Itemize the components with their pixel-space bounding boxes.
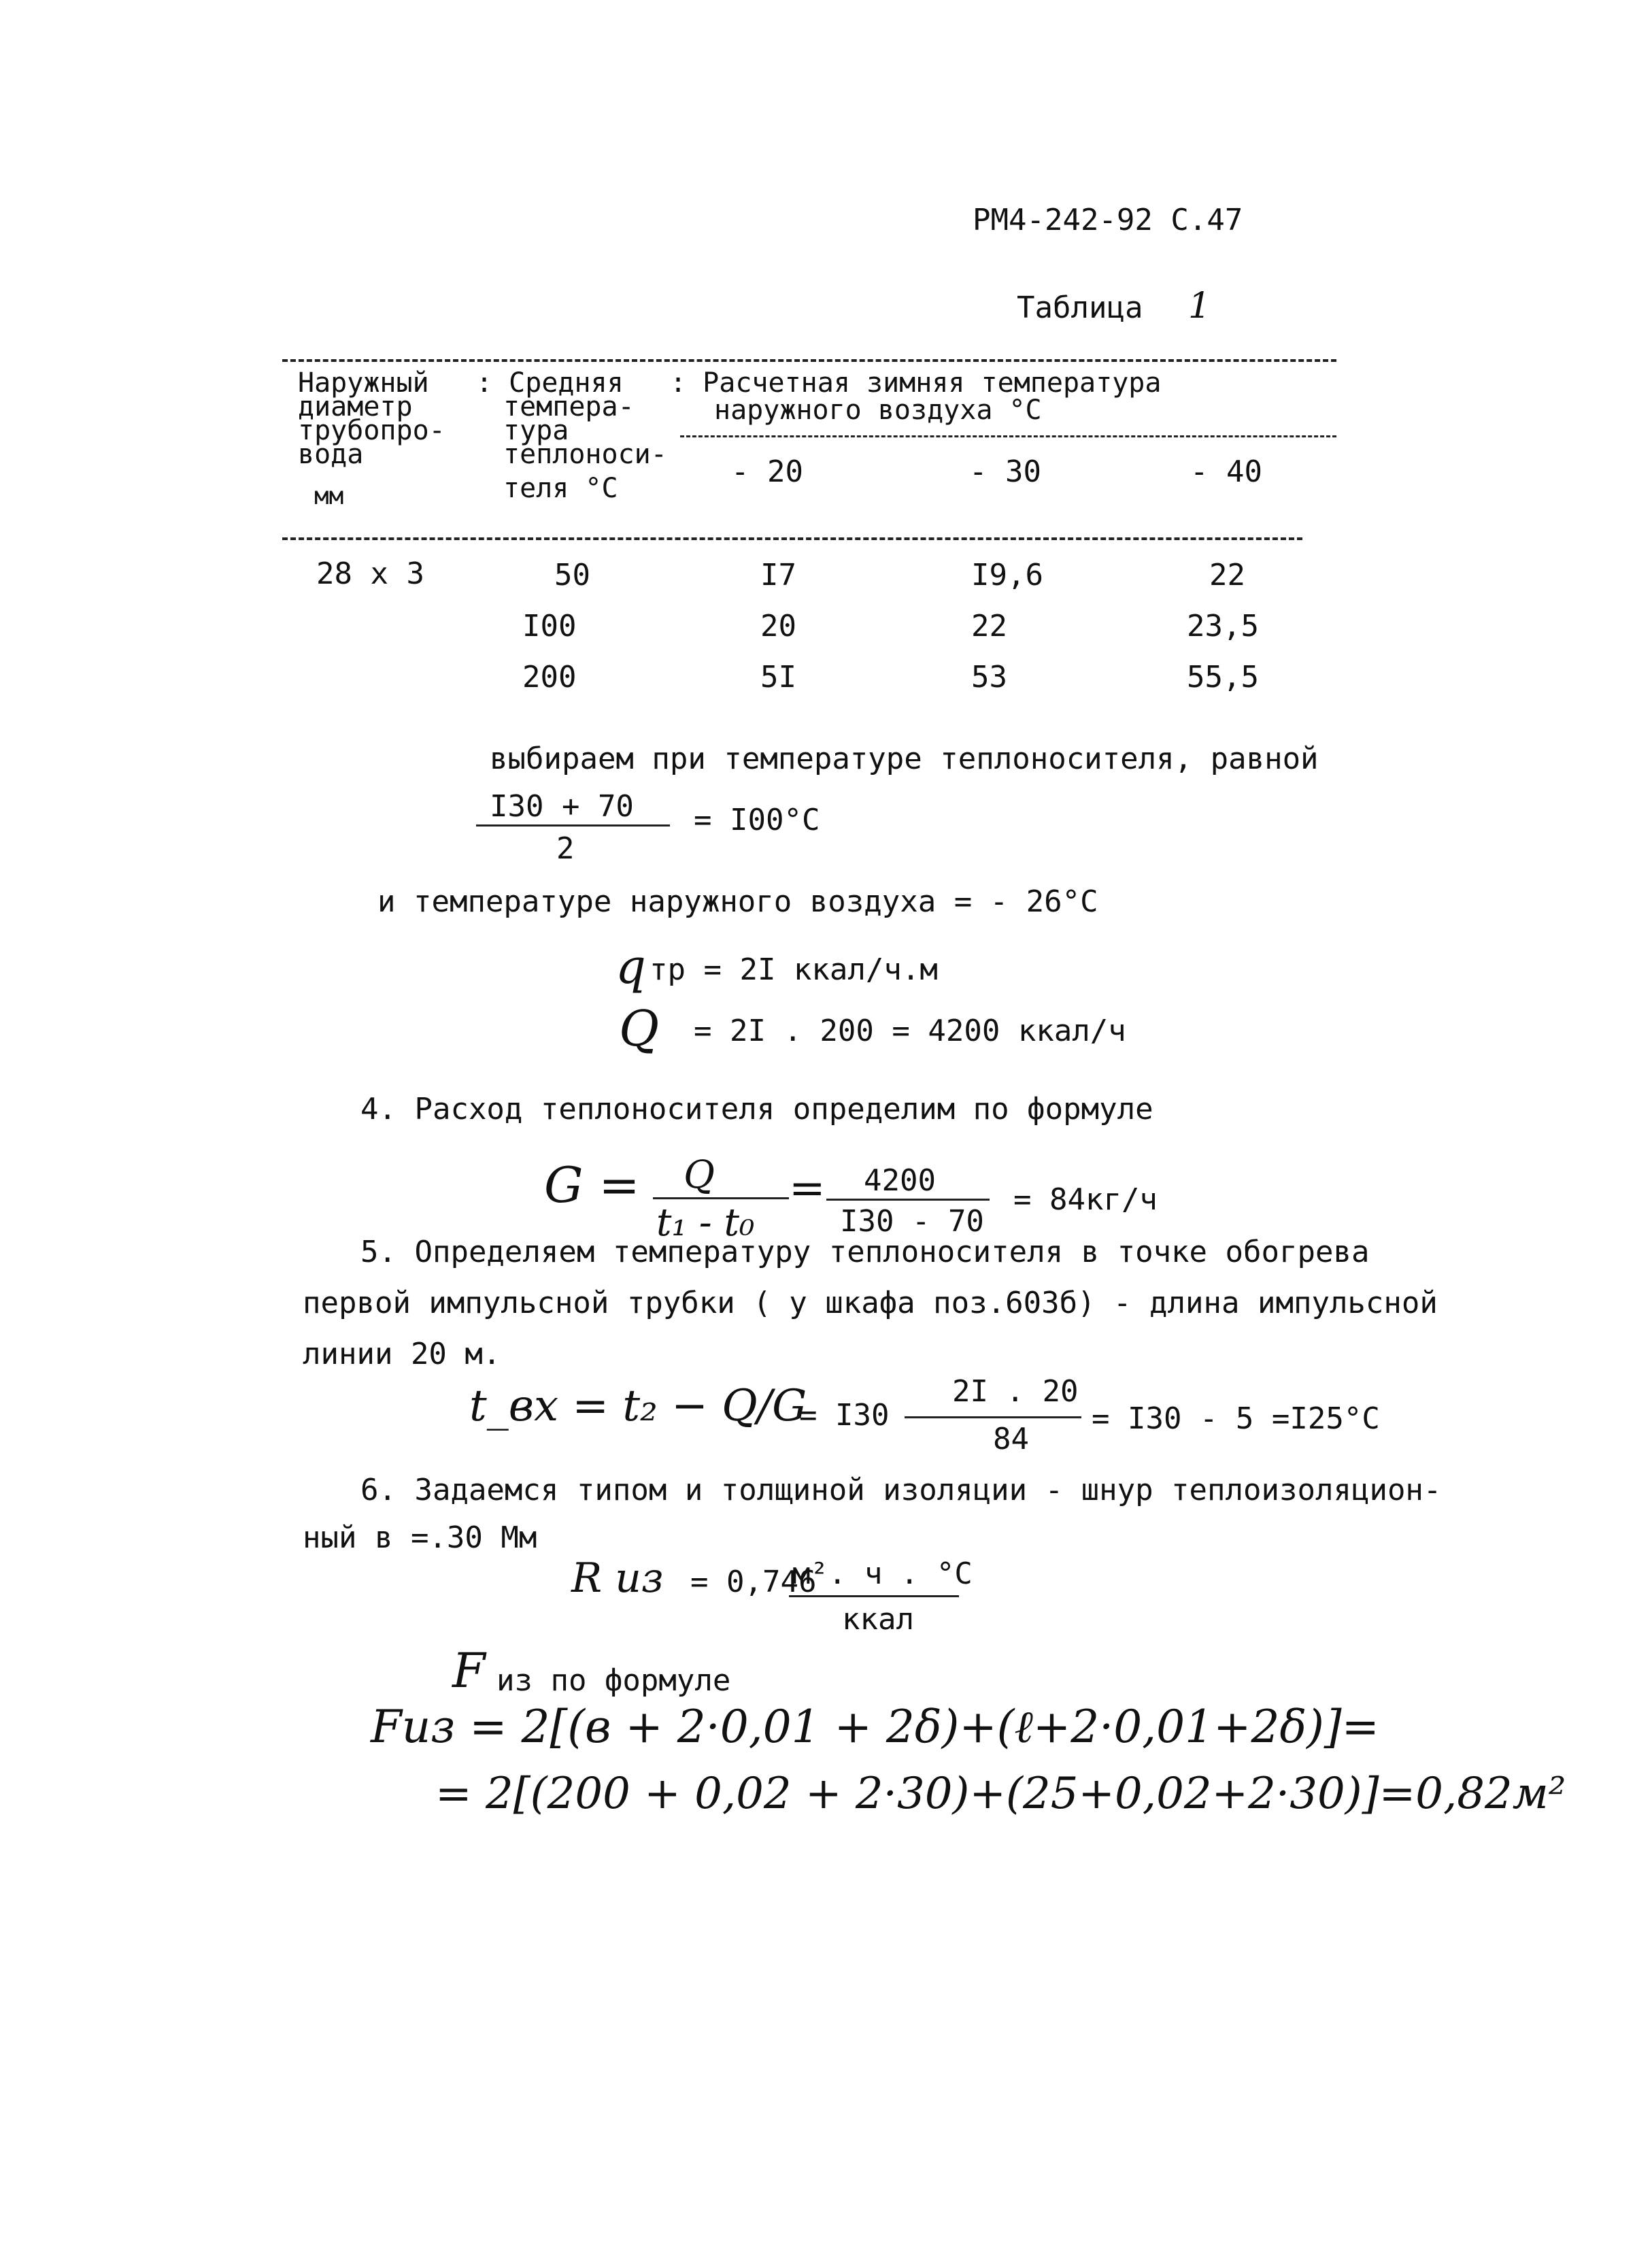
G-symbol: G = bbox=[544, 1156, 640, 1214]
section-5-line-2: первой импульсной трубки ( у шкафа поз.603б) - длина импульсной bbox=[303, 1286, 1438, 1320]
paragraph-select-temperature: выбираем при температуре теплоносителя, равной bbox=[490, 741, 1319, 776]
cell-v40: 23,5 bbox=[1187, 609, 1259, 644]
subheader-minus-30: - 30 bbox=[969, 454, 1041, 489]
col1-header-line: вода bbox=[298, 439, 364, 470]
col1-header-line: трубопро- bbox=[298, 415, 445, 446]
section-4-heading: 4. Расход теплоносителя определим по формуле bbox=[360, 1092, 1153, 1126]
col1-header-line: мм bbox=[314, 482, 344, 510]
G-fraction-numerator: Q bbox=[684, 1153, 715, 1197]
G-fraction-numerator-2: 4200 bbox=[864, 1163, 936, 1198]
table-subheader-rule bbox=[680, 435, 1336, 437]
t-equals: = I30 bbox=[799, 1398, 890, 1433]
section-6-line-1: 6. Задаемся типом и толщиной изоляции - шнур теплоизоляцион- bbox=[360, 1473, 1442, 1507]
R-fraction-denominator: ккал bbox=[842, 1602, 914, 1637]
cell-v20: 20 bbox=[760, 609, 796, 644]
cell-temp: 200 bbox=[522, 660, 577, 695]
col2-header-line: : Средняя bbox=[476, 367, 624, 399]
fraction-denominator: 2 bbox=[556, 831, 575, 866]
t-formula-lhs: t_вх = t₂ − Q/G bbox=[469, 1381, 807, 1431]
cell-v30: 22 bbox=[971, 609, 1007, 644]
cell-v30: I9,6 bbox=[971, 558, 1043, 593]
G-result: = 84кг/ч bbox=[1013, 1182, 1158, 1217]
F-equation-line-2: = 2[(200 + 0,02 + 2·30)+(25+0,02+2·30)]=0,82м² bbox=[435, 1769, 1566, 1819]
t-fraction-line bbox=[905, 1416, 1081, 1418]
table-top-rule bbox=[282, 359, 1336, 362]
cell-v20: I7 bbox=[760, 558, 796, 593]
document-code: РМ4-242-92 С.47 bbox=[973, 203, 1243, 237]
t-fraction-denominator: 84 bbox=[993, 1422, 1029, 1456]
col2-header-line: теплоноси- bbox=[503, 439, 667, 470]
Q-value-line: = 2I . 200 = 4200 ккал/ч bbox=[694, 1014, 1126, 1048]
G-fraction-line bbox=[653, 1197, 789, 1199]
R-symbol: R из bbox=[571, 1554, 664, 1602]
section-6-line-2: ный в =.30 Мм bbox=[303, 1520, 537, 1555]
F-equation-line-1: Fиз = 2[(в + 2·0,01 + 2δ)+(ℓ+2·0,01+2δ)]= bbox=[371, 1701, 1379, 1753]
cell-v20: 5I bbox=[760, 660, 796, 695]
section-5-line-3: линии 20 м. bbox=[303, 1337, 501, 1371]
cell-v40: 22 bbox=[1209, 558, 1245, 593]
R-fraction-line bbox=[789, 1595, 959, 1597]
G-fraction-denominator-2: I30 - 70 bbox=[840, 1204, 984, 1239]
R-equals: = 0,746 bbox=[690, 1565, 817, 1599]
cell-temp: 50 bbox=[554, 558, 590, 593]
subheader-minus-40: - 40 bbox=[1190, 454, 1262, 489]
q-symbol: q bbox=[616, 939, 646, 995]
col1-header-line: Наружный bbox=[298, 367, 429, 399]
table-header-bottom-rule bbox=[282, 537, 1302, 540]
t-result: = I30 - 5 =I25°C bbox=[1092, 1401, 1380, 1436]
fraction-result: = I00°C bbox=[694, 803, 820, 837]
col2-header-line: тура bbox=[503, 415, 569, 446]
fraction-line bbox=[476, 824, 670, 827]
G-fraction-line-2 bbox=[826, 1199, 990, 1201]
table-number: 1 bbox=[1187, 286, 1211, 327]
subheader-minus-20: - 20 bbox=[731, 454, 803, 489]
table-caption-label: Таблица bbox=[1017, 290, 1143, 325]
col2-header-line: теля °C bbox=[503, 473, 618, 504]
R-fraction-numerator: м². ч . °C bbox=[792, 1556, 973, 1591]
fraction-numerator: I30 + 70 bbox=[490, 789, 634, 824]
F-symbol: F bbox=[452, 1643, 486, 1699]
cell-v30: 53 bbox=[971, 660, 1007, 695]
equals-sign: = bbox=[789, 1163, 826, 1214]
cell-temp: I00 bbox=[522, 609, 577, 644]
q-value-line: тр = 2I ккал/ч.м bbox=[650, 952, 938, 987]
G-fraction-denominator: t₁ - t₀ bbox=[656, 1201, 755, 1245]
col2-header-line: темпера- bbox=[503, 391, 635, 422]
group-header-line: наружного воздуха °C bbox=[714, 395, 1042, 426]
section-5-line-1: 5. Определяем температуру теплоносителя в точке обогрева bbox=[360, 1235, 1370, 1269]
cell-v40: 55,5 bbox=[1187, 660, 1259, 695]
Q-symbol: Q bbox=[619, 1000, 660, 1057]
col1-header-line: диаметр bbox=[298, 391, 413, 422]
cell-diameter: 28 х 3 bbox=[316, 556, 424, 591]
group-header-line: : Расчетная зимняя температура bbox=[670, 367, 1162, 399]
table-caption bbox=[1017, 286, 1211, 327]
paragraph-outdoor-temperature: и температуре наружного воздуха = - 26°C bbox=[377, 884, 1098, 919]
F-label: из по формуле bbox=[496, 1663, 731, 1698]
t-fraction-numerator: 2I . 20 bbox=[952, 1374, 1079, 1409]
